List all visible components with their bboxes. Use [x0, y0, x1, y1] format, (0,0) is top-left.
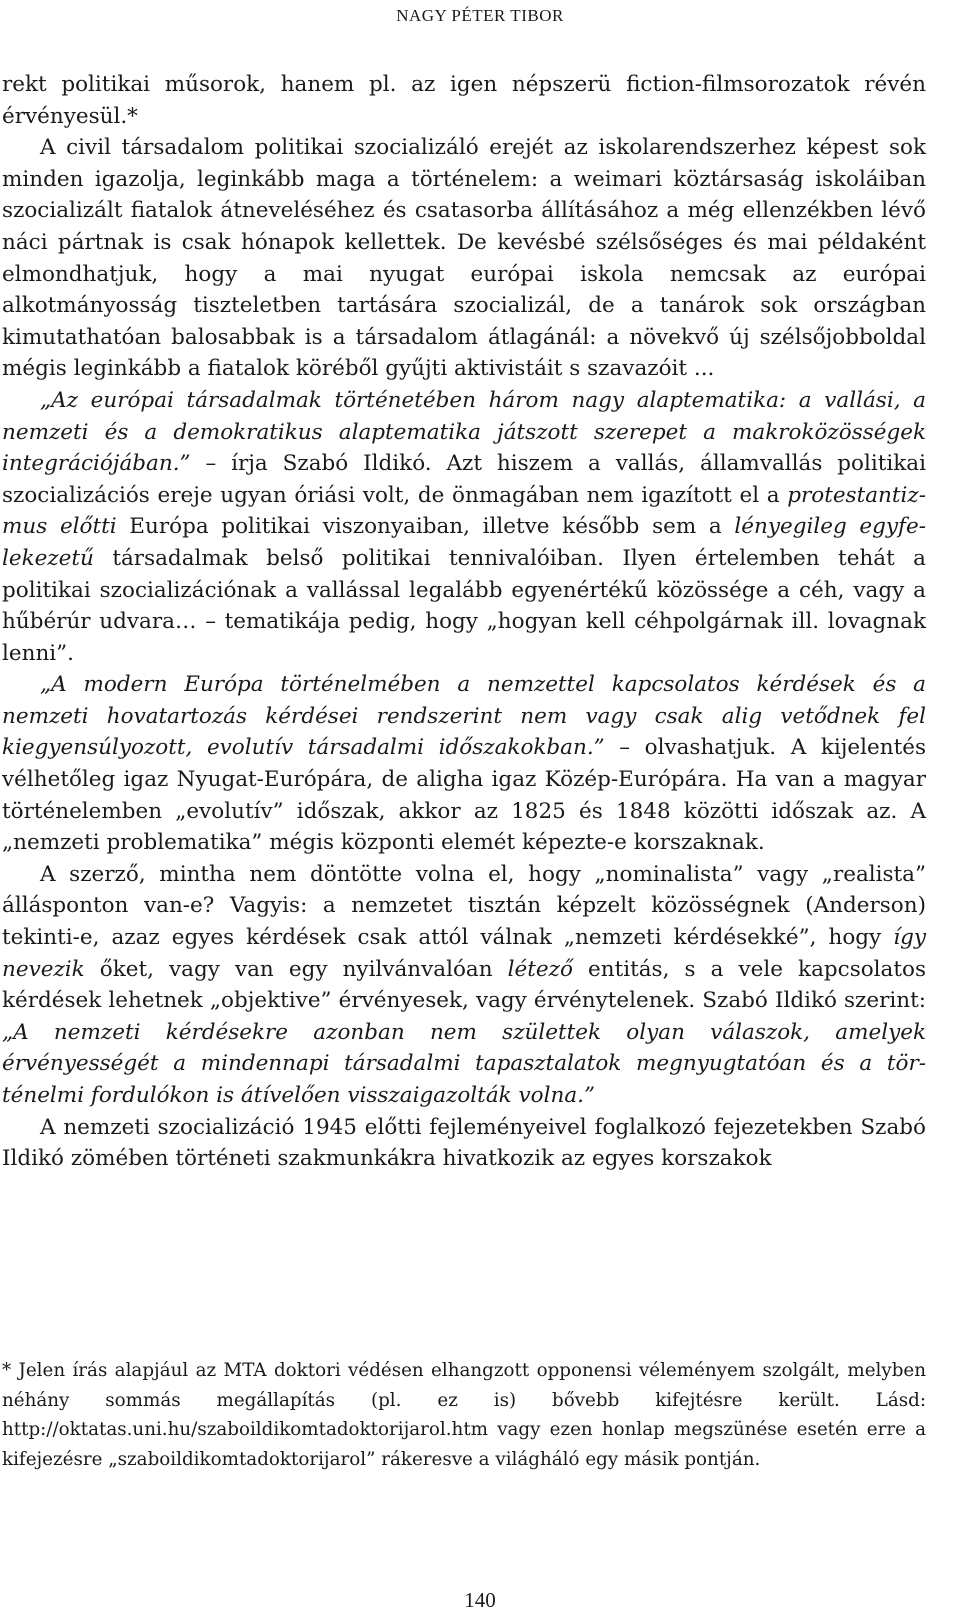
text-run: társadalmak belső politikai tennivalóiban. Ilyen értelemben tehát a politikai szocializációnak a vallással legalább egyenértékű közössége a céh, vagy a hűbérúr udvara… – tematikája pedig, hogy „hogyan kell céhpolgárnak ill. lovagnak lenni”.: [2, 545, 926, 666]
italic-text: lényegileg egyfelekezetű: [2, 514, 926, 571]
text-run: A civil társadalom politikai szocializáló erejét az iskolarendszerhez képest sok minden igazolja, leginkább maga a történelem: a weimari köztársaság iskoláiban szocializált fiatalok átneveléséhez és csatasorba állításához a még ellenzékben lévő náci pártnak is csak hónapok kellettek. De kevésbé szélsőséges és mai példaként elmondhatjuk, hogy a mai nyugat európai iskola nemcsak az európai alkotmányosság tiszteletben tartására szocializál, de a tanárok sok országban kimutathatóan balosabbak is a társadalom átlagánál: a növekvő új szélsőjobboldal mégis leginkább a fiatalok köréből gyűjti aktivistáit s szavazóit ...: [2, 135, 926, 382]
text-run: A nemzeti szocializáció 1945 előtti fejleményeivel foglalkozó fejezetekben Szabó Ildikó zömében történeti szakmunkákra hivatkozik az egyes korszakok: [2, 1114, 926, 1172]
text-run: – írja Szabó Ildikó. Azt hiszem a vallás, államvallás politikai szocializációs ereje ugyan óriási volt, de önmagában nem igazított el a: [2, 451, 926, 508]
text-run: őket, vagy van egy nyilvánvalóan: [84, 956, 508, 982]
italic-text: így nevezik: [2, 925, 926, 982]
italic-text: „A nemzeti kérdésekre azonban nem születtek olyan válaszok, amelyek érvényességét a mindennapi társadalmi tapasztalatok megnyugtatóan és a történelmi fordulókon is átívelően visszaigazolták volna.”: [2, 1019, 926, 1108]
running-head: NAGY PÉTER TIBOR: [396, 6, 564, 25]
page-number: 140: [464, 1588, 496, 1612]
text-run: entitás, s a vele kapcsolatos kérdések lehetnek „objektive” érvényesek, vagy érvénytelenek. Szabó Ildikó szerint:: [2, 956, 926, 1014]
text-run: – olvashatjuk. A kijelentés vélhetőleg igaz Nyugat-Európára, de aligha igaz Közép-Európára. Ha van a magyar történelemben „evolutív” időszak, akkor az 1825 és 1848 közötti időszak az. A „nemzeti problematika” mégis központi elemét képezte-e korszaknak.: [2, 735, 926, 856]
italic-text: protestantizmus előtti: [2, 482, 926, 540]
body-text: [2, 69, 926, 1175]
paragraph: [2, 69, 926, 132]
text-run: rekt politikai műsorok, hanem pl. az igen népszerü fiction-filmsorozatok révén érvényesül.*: [2, 72, 926, 129]
text-run: Európa politikai viszonyaiban, illetve később sem a: [116, 514, 735, 540]
paragraph: [2, 1112, 926, 1175]
paragraph: [2, 385, 926, 669]
text-run: A szerző, mintha nem döntötte volna el, hogy „nominalista” vagy „realista” állásponton van-e? Vagyis: a nemzetet tisztán képzelt közösségnek (Anderson) tekinti-e, azaz egyes kérdések csak attól válnak „nemzeti kérdésekké”, hogy: [2, 861, 926, 951]
italic-text: létező: [507, 956, 573, 982]
footnote-text: * Jelen írás alapjául az MTA doktori védésen elhangzott opponensi véleményem szolgált, melyben néhány sommás megállapítás (pl. ez is) bővebb kifejtésre került. Lásd: http://oktatas.uni.hu/szaboildikomtadoktorijarol.htm vagy ezen honlap megszünése esetén erre a kifejezésre „szaboildikomtadoktorijarol” rákeresve a világháló egy másik pontján.: [2, 1360, 926, 1470]
paragraph: [2, 669, 926, 859]
paragraph: [2, 859, 926, 1112]
italic-text: „Az európai társadalmak történetében három nagy alaptematika: a vallási, a nemzeti és a demokratikus alaptematika játszott szerepet a makroközösségek integrációjában.”: [2, 387, 926, 477]
italic-text: „A modern Európa történelmében a nemzettel kapcsolatos kérdések és a nemzeti hovatartozás kérdései rendszerint nem vagy csak alig vetődnek fel kiegyensúlyozott, evolutív társadalmi időszakokban.”: [2, 672, 926, 761]
paragraph: [2, 132, 926, 385]
footnote: [2, 1356, 926, 1474]
